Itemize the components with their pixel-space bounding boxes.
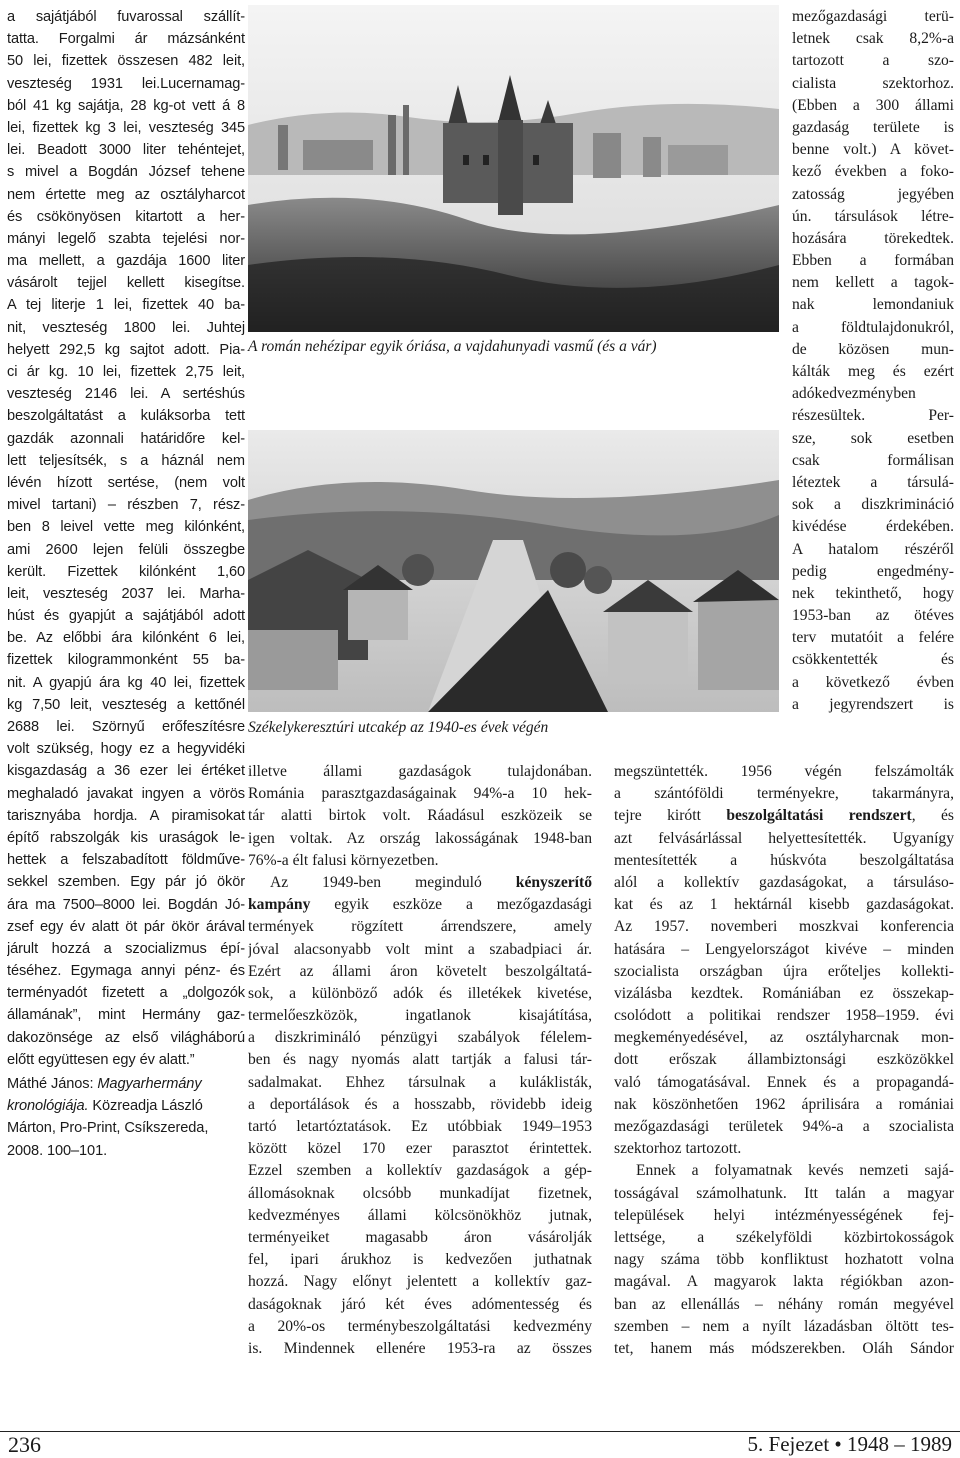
text-line: gazdaság területe is <box>792 118 954 136</box>
text-line: szocialista országban újra erőteljes kollekti- <box>614 962 954 980</box>
text-line: a 20%-os terménybeszolgáltatási kedvezmény <box>248 1317 592 1335</box>
text-line: ból 41 kg sajátja, 28 kg-ot vett á 8 <box>7 97 245 114</box>
text-line: beszolgáltatást a kuláksorba tett <box>7 408 245 425</box>
text-line: tartozott a szo- <box>792 52 954 70</box>
text-line: került. Fizettek kilónként 1,60 <box>7 563 245 580</box>
text-line: cialista szektorhoz. <box>792 74 954 92</box>
text-line: nagy száma több konfliktust hozhatott volna <box>614 1251 954 1269</box>
text-line: a deportálások és a hosszabb, rövidebb ideig <box>248 1095 592 1113</box>
text-line: adókedvezményben <box>792 385 916 403</box>
text-line: volt szükség, hogy ez a hegyvidéki <box>7 741 245 758</box>
citation-line: 2008. 100–101. <box>7 1142 108 1159</box>
bold-term: kényszerítő <box>515 873 592 891</box>
text-line: csökkentették és <box>792 651 954 669</box>
text-line: települések helyi intézményességének fej- <box>614 1206 954 1224</box>
text-line: vásárolt tejjel kellett kisegítse. <box>7 275 245 292</box>
text-line: Ennek a folyamatnak kevés nemzeti sajá- <box>636 1162 954 1180</box>
text-line: sok, a különböző adók és illetékek kivetése, <box>248 984 592 1002</box>
text-line: lett teljesítsék, s a háznál nem <box>7 452 245 469</box>
citation-title: Magyarhermány <box>97 1076 202 1092</box>
text-line: járult hozzá a szocializmus épí- <box>7 940 245 957</box>
text-line: ben és nagy nyomás alatt tartják a falusi tár- <box>248 1051 592 1069</box>
text-line: A tej literje 1 lei, fizettek 40 ba- <box>7 297 245 314</box>
middle-column <box>248 761 592 1360</box>
citation-publisher: Közreadja László <box>88 1098 203 1115</box>
text-line: mivel tartani) – részben 7, rész- <box>7 497 245 514</box>
text-line: ben 8 leivel vette meg kilónként, <box>7 519 245 536</box>
text-line: Románia parasztgazdaságainak 94%-a 10 hek- <box>248 785 592 803</box>
text-line: A hatalom részéről <box>792 540 954 558</box>
text-line: ami 2600 lejen felüli összegbe <box>7 541 245 558</box>
text-line: kivédése érdekében. <box>792 518 954 536</box>
text-line: mentesítették a húskvóta beszolgáltatása <box>614 851 954 869</box>
right-bottom-column <box>614 761 954 1360</box>
text-line: is. Mindennek ellenére 1953-ra az összes <box>248 1339 592 1357</box>
text-line: terv mutatóit a felére <box>792 629 954 647</box>
text-line: ún. társulások létre- <box>792 207 954 225</box>
text-line: előtt együttesen egy év alatt.” <box>7 1051 195 1068</box>
text-line: lei, fizettek kg 3 lei, veszteség 345 <box>7 119 245 136</box>
text-line: hatására – Lengyelországot kivéve – minden <box>614 940 954 958</box>
text-line: nem kellett a tagok- <box>792 274 954 292</box>
page-number: 236 <box>8 1432 41 1457</box>
text-line: sok a diszkrimináció <box>792 496 954 514</box>
text-line: meghaladó javakat ingyen a vörös <box>7 785 245 802</box>
bold-term: beszolgáltatási rendszert <box>726 807 912 825</box>
text-line: terményeiket magasabb áron vásárolják <box>248 1228 592 1246</box>
right-top-column <box>792 6 954 716</box>
text-line: mányi legelő szabta tejelési nor- <box>7 230 245 247</box>
text-line: csak formálisan <box>792 451 954 469</box>
text-line: Ezért az állami áron követelt beszolgáltatá- <box>248 962 592 980</box>
text-line: be. Az előbbi ára kilónként 6 lei, <box>7 630 245 647</box>
text-line: részesültek. Per- <box>792 407 954 425</box>
text-line: kg 7,50 leit, veszteség a kettőnél <box>7 696 245 713</box>
text-line: sekkel szemben. Egy pár jó ökör <box>7 874 245 891</box>
text-line <box>248 894 592 916</box>
citation-title-2: kronológiája. <box>7 1098 89 1115</box>
street-photo <box>248 430 779 712</box>
text-line: terményadót fizetett a „dolgozók <box>7 985 245 1002</box>
text-line: benne volt.) A követ- <box>792 141 954 159</box>
text-line: a következő évben <box>792 673 954 691</box>
photo-street-image <box>248 430 779 712</box>
photo-factory-image <box>248 5 779 332</box>
text-line: Ebben a formában <box>792 252 954 270</box>
text-line: lei. Beadott 3000 liter tehéntejet, <box>7 142 245 159</box>
text-line: nak lemondaniuk <box>792 296 954 314</box>
text-line: nit. A gyapjú ára kg 40 lei, fizettek <box>7 674 245 691</box>
text-line: dakozönsége az első világháború <box>7 1029 245 1046</box>
text-line: hettek a felszabadított földműve- <box>7 852 245 869</box>
text-line: téséhez. Egymaga annyi pénz- és <box>7 963 245 980</box>
text-line: kező években a foko- <box>792 163 954 181</box>
text-line: ci ár kg. 10 lei, fizettek 2,75 leit, <box>7 364 245 380</box>
text-line: tosságával számolhatunk. Itt talán a magyar <box>614 1184 954 1202</box>
text-line: és csökönyösen kitartott a her- <box>7 208 245 225</box>
text-line: vizálásba kezdtek. Romániában ez összekap- <box>614 984 954 1002</box>
photo2-caption: Székelykeresztúri utcakép az 1940-es évek végén <box>248 719 549 736</box>
text-line: fel, ipari árukhoz is kedvezően juthatnak <box>248 1251 592 1269</box>
text-line: sadalmakat. Ehhez társulnak a kuláklisták, <box>248 1073 592 1091</box>
text-line: ma mellett, a gazdája 1600 liter <box>7 253 245 270</box>
text-line: való támogatásával. Ennek és a propagandá- <box>614 1073 954 1091</box>
text-line: mezőgazdasági terü- <box>792 8 954 25</box>
text-line: helyett 292,5 kg sajtot adott. Pia- <box>7 341 245 358</box>
text-line: tarisznyába hordja. A piramisokat <box>7 807 245 824</box>
text-line <box>248 872 592 894</box>
citation-author: Máthé János: <box>7 1076 98 1092</box>
text-line: 2688 lei. Szörnyű erőfeszítésre <box>7 719 245 735</box>
text-line: alól a kollektív gazdaságokat, a társuláso- <box>614 873 954 891</box>
text-line: kat és az 1 hektárnál kisebb gazdaságokat. <box>614 896 954 914</box>
text-line: s mivel a Bogdán József tehene <box>7 164 245 181</box>
text-line: megkeményedésével, az osztályharcnak mon- <box>614 1029 954 1047</box>
text-line: megszüntették. 1956 végén felszámolták <box>614 763 954 780</box>
bold-term: kampány <box>248 896 311 914</box>
text-line: lévén hízott sertése, (nem volt <box>7 474 245 491</box>
text-line: termelőeszközök, ingatlanok kisajátítása, <box>248 1007 592 1025</box>
text-line: 1953-ban az ötéves <box>792 607 954 625</box>
text-line <box>614 805 954 827</box>
text-line: szektorhoz tartozott. <box>614 1140 742 1158</box>
text-line: között közel 170 ezer parasztot érintettek. <box>248 1140 592 1158</box>
text-line: jóval alacsonyabb volt mint a szabadpiaci ár. <box>248 940 592 958</box>
text-line: termények rögzített árrendszere, amely <box>248 918 592 936</box>
text-line: veszteség 2146 lei. A sertéshús <box>7 386 245 403</box>
text-line: igen voltak. Az ország lakosságának 1948-ban <box>248 829 592 847</box>
text-run: tejre kirótt <box>614 807 727 825</box>
text-run: Az 1949-ben meginduló <box>270 873 516 891</box>
text-line: (Ebben a 300 állami <box>792 96 954 114</box>
text-line: pedig engedmény- <box>792 562 954 580</box>
text-line: gazdák azonnali határidőre kel- <box>7 430 245 447</box>
text-line: Az 1957. novemberi moszkvai konferencia <box>614 918 954 936</box>
text-line: húst és gyapjút a sajátjából adott <box>7 608 245 625</box>
text-line: hozzá. Nagy előnyt jelentett a kollektív gaz- <box>248 1273 592 1291</box>
text-run: egyik eszköze a mezőgazdasági <box>310 896 592 914</box>
text-line: lettsége, a székelyföldi közbirtokosságok <box>614 1228 954 1246</box>
text-line: dott erőszak állambiztonsági eszközökkel <box>614 1051 954 1069</box>
text-line: sze, sok esetben <box>792 429 954 447</box>
text-line: tet, hanem más módszerekben. Oláh Sándor <box>614 1339 954 1357</box>
text-line: léteztek a társulá- <box>792 473 954 491</box>
text-line: nak köszönhetően 1962 áprilisára a romániai <box>614 1095 954 1113</box>
text-line: veszteség 1931 lei.Lucernamag- <box>7 75 245 92</box>
chapter-label: 5. Fejezet • 1948 – 1989 <box>747 1432 952 1456</box>
text-line: a jegyrendszert is <box>792 695 954 713</box>
text-line: a sajátjából fuvarossal szállít- <box>7 9 245 25</box>
text-line: tár alatti birtok volt. Ráadásul eszközeik se <box>248 807 592 825</box>
text-line: nit, veszteség 1800 lei. Juhtej <box>7 319 245 336</box>
text-line: hozására törekedtek. <box>792 229 954 247</box>
text-line: zsef egy év alatt öt pár ökör árával <box>7 918 245 935</box>
text-line: állomásoknak olcsóbb munkadíjat fizetnek, <box>248 1184 592 1202</box>
text-line: csolódott a politikai rendszer 1958–1959. évi <box>614 1007 954 1025</box>
photo1-caption: A román nehézipar egyik óriása, a vajdahunyadi vasmű (és a vár) <box>248 338 657 355</box>
text-line: államának”, mint Hermány gaz- <box>7 1007 245 1024</box>
text-line: építő rabszolgák kis uraságok le- <box>7 829 245 846</box>
text-line: nek tekinthető, hogy <box>792 584 954 602</box>
text-line: ban az ellenállás – néhány román megyével <box>614 1295 954 1313</box>
text-line: a diszkrimináló pénzügyi szabályok félelem- <box>248 1029 592 1047</box>
text-line: a szántóföldi terményekre, takarmányra, <box>614 785 954 803</box>
text-line: letnek csak 8,2%-a <box>792 30 954 48</box>
text-line: kedvezményes állami kölcsönökhöz jutnak, <box>248 1206 592 1224</box>
text-run: , és <box>911 807 954 825</box>
factory-castle-photo <box>248 5 779 332</box>
text-line: a földtulajdonukról, <box>792 318 954 336</box>
text-line: daságoknak járó két éves adómentesség és <box>248 1295 592 1313</box>
text-line: de közösen mun- <box>792 340 954 358</box>
text-line: fizettek kilogrammonként 55 ba- <box>7 652 245 669</box>
text-line: Ezzel szemben a kollektív gazdaságok a gép- <box>248 1162 592 1180</box>
text-line: kálták meg és ezért <box>792 363 954 380</box>
text-line: nem értette meg az osztályharcot <box>7 186 245 203</box>
text-line: szemben – nem a nyílt lázadásban öltött tes- <box>614 1317 954 1335</box>
citation <box>7 1073 245 1162</box>
text-line: illetve állami gazdaságok tulajdonában. <box>248 763 592 780</box>
left-column <box>7 6 245 1071</box>
text-line: ára ma 7500–8000 lei. Bogdán Jó- <box>7 896 245 913</box>
text-line: kisgazdaság a 36 ezer lei értéket <box>7 763 245 780</box>
citation-line: Márton, Pro-Print, Csíkszereda, <box>7 1120 209 1137</box>
text-line: 50 lei, fizettek összesen 482 leit, <box>7 53 245 70</box>
text-line: tartó letartóztatások. Ez utóbbiak 1949–1953 <box>248 1118 592 1135</box>
text-line: mezőgazdasági területek 94%-a a szocialista <box>614 1118 954 1135</box>
text-line: 76%-a élt falusi környezetben. <box>248 851 439 869</box>
text-line: azt felvásárlással helyettesítették. Ugyanígy <box>614 829 954 847</box>
text-line: magával. A magyarok lakta régiókban azon- <box>614 1273 954 1291</box>
text-line: zatosság jegyében <box>792 185 954 203</box>
text-line: tatta. Forgalmi ár mázsánként <box>7 31 245 48</box>
text-line: leit, veszteség 2037 lei. Marha- <box>7 585 245 602</box>
